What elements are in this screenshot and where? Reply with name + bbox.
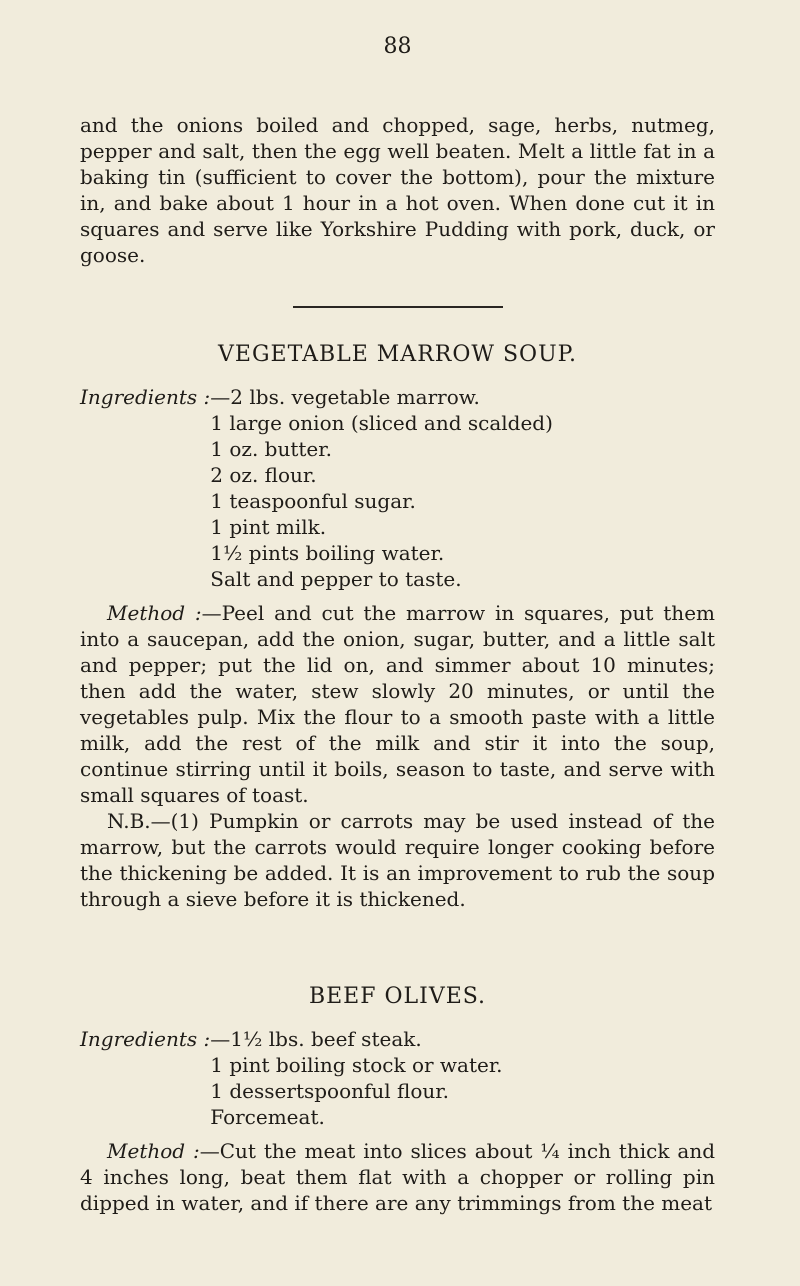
ingredient-item: Forcemeat. xyxy=(210,1105,325,1129)
page-number: 88 xyxy=(383,34,412,59)
ingredient-item: Salt and pepper to taste. xyxy=(210,567,462,591)
recipe-beef-olives xyxy=(80,982,715,1216)
ingredient-item: 1 teaspoonful sugar. xyxy=(210,489,416,513)
ingredients-block xyxy=(80,1026,715,1130)
ingredients-label: Ingredients : xyxy=(80,1027,211,1051)
method-text: —Cut the meat into slices about ¼ inch thick and 4 inches long, beat them flat with a chopper or rolling pin dipped in water, and if there are any trimmings from the meat xyxy=(80,1139,716,1215)
recipe-vegetable-marrow-soup xyxy=(80,340,715,912)
ingredients-list xyxy=(210,1026,502,1130)
method-text: —Peel and cut the marrow in squares, put them into a saucepan, add the onion, sugar, butter, and a little salt and pepper; put the lid on, and simmer about 10 minutes; then add the water, stew slowly 20 minutes, or until the vegetables pulp. Mix the flour to a smooth paste with a little milk, add the rest of the milk and stir it into the soup, continue stirring until it boils, season to taste, and serve with small squares of toast. xyxy=(80,601,715,807)
ingredient-item: 1 oz. butter. xyxy=(210,437,332,461)
intro-paragraph: and the onions boiled and chopped, sage, herbs, nutmeg, pepper and salt, then the egg well beaten. Melt a little fat in a baking tin (sufficient to cover the bottom), pour the mixture in, and bake about 1 hour in a hot oven. When done cut it in squares and serve like Yorkshire Pudding with pork, duck, or goose. xyxy=(80,113,715,267)
ingredients-list xyxy=(210,384,553,592)
ingredients-block xyxy=(80,384,715,592)
note-paragraph: N.B.—(1) Pumpkin or carrots may be used instead of the marrow, but the carrots would require longer cooking before the thickening be added. It is an improvement to rub the soup through a sieve before it is thickened. xyxy=(80,809,715,911)
ingredient-item: 1 pint milk. xyxy=(210,515,327,539)
method-label: Method : xyxy=(107,1139,200,1163)
ingredients-label: Ingredients : xyxy=(80,385,211,409)
ingredient-item: 1 large onion (sliced and scalded) xyxy=(210,411,553,435)
method-paragraph xyxy=(80,1138,715,1216)
section-divider xyxy=(293,306,503,308)
ingredient-item: 1½ pints boiling water. xyxy=(210,541,445,565)
ingredient-item: 1 pint boiling stock or water. xyxy=(210,1053,503,1077)
method-paragraph xyxy=(80,600,715,808)
recipe-title: BEEF OLIVES. xyxy=(308,984,487,1009)
ingredient-item: 1 dessertspoonful flour. xyxy=(210,1079,450,1103)
ingredient-item: —1½ lbs. beef steak. xyxy=(210,1027,422,1051)
method-label: Method : xyxy=(107,601,202,625)
ingredient-item: —2 lbs. vegetable marrow. xyxy=(210,385,480,409)
recipe-title: VEGETABLE MARROW SOUP. xyxy=(218,342,577,367)
ingredient-item: 2 oz. flour. xyxy=(210,463,317,487)
